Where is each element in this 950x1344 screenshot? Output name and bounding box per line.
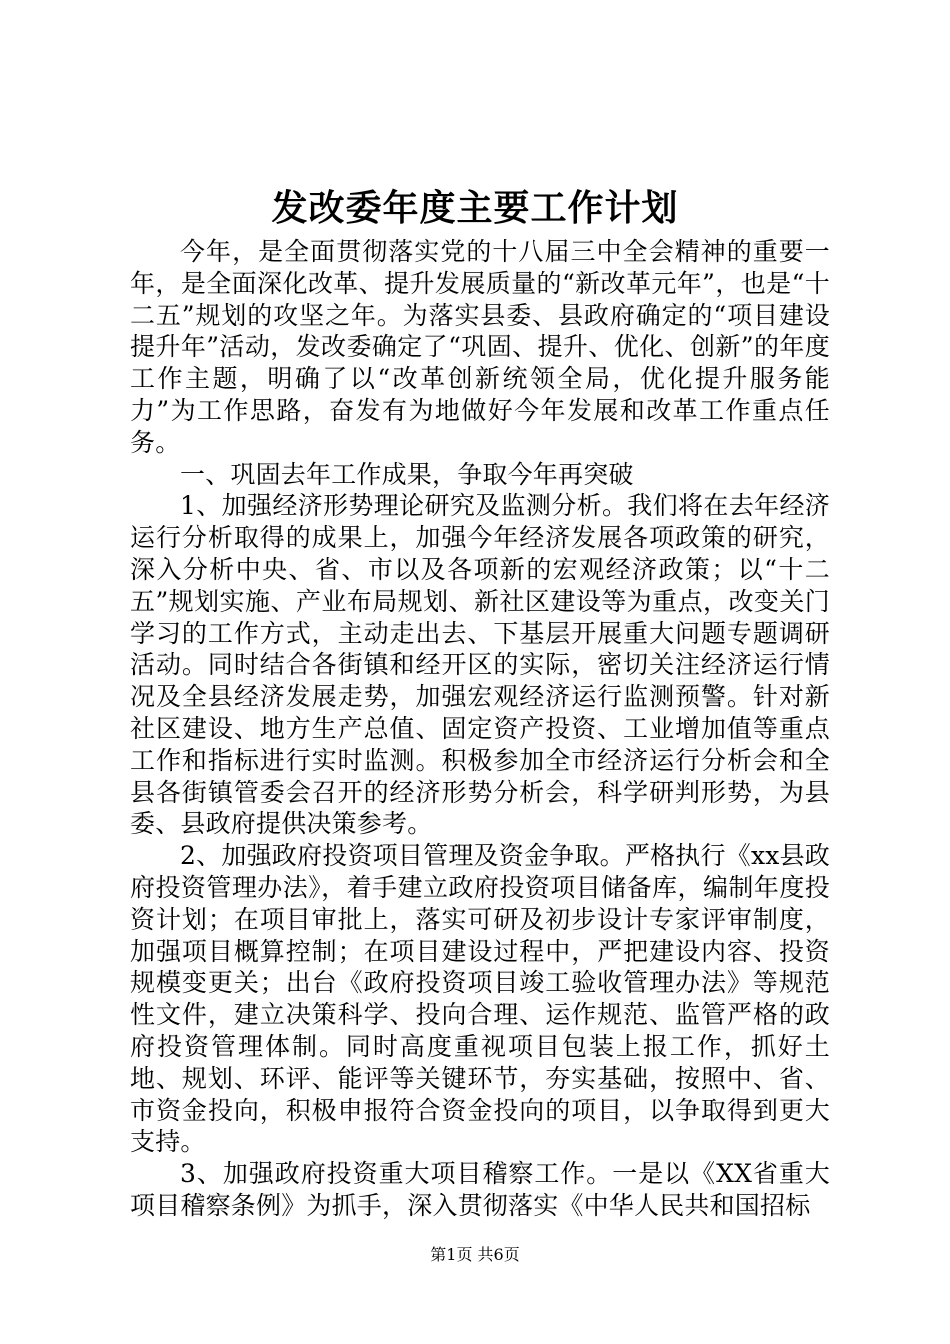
intro-paragraph: 今年，是全面贯彻落实党的十八届三中全会精神的重要一年，是全面深化改革、提升发展质量的“新改革元年”，也是“十二五”规划的攻坚之年。为落实县委、县政府确定的“项目建设提升年”活动，发改委确定了“巩固、提升、优化、创新”的年度工作主题，明确了以“改革创新统领全局，优化提升服务能力”为工作思路，奋发有为地做好今年发展和改革工作重点任务。 — [130, 237, 830, 457]
section-heading: 一、巩固去年工作成果，争取今年再突破 — [180, 459, 634, 489]
item-1-paragraph: 1、加强经济形势理论研究及监测分析。我们将在去年经济运行分析取得的成果上，加强今年经济发展各项政策的研究，深入分析中央、省、市以及各项新的宏观经济政策；以“十二五”规划实施、产业布局规划、新社区建设等为重点，改变关门学习的工作方式，主动走出去、下基层开展重大问题专题调研活动。同时结合各街镇和经开区的实际，密切关注经济运行情况及全县经济发展走势，加强宏观经济运行监测预警。针对新社区建设、地方生产总值、固定资产投资、工业增加值等重点工作和指标进行实时监测。积极参加全市经济运行分析会和全县各街镇管委会召开的经济形势分析会，科学研判形势，为县委、县政府提供决策参考。 — [130, 491, 830, 839]
document-body — [130, 236, 830, 1222]
item-2-paragraph: 2、加强政府投资项目管理及资金争取。严格执行《xx县政府投资管理办法》，着手建立政府投资项目储备库，编制年度投资计划；在项目审批上，落实可研及初步设计专家评审制度，加强项目概算控制；在项目建设过程中，严把建设内容、投资规模变更关；出台《政府投资项目竣工验收管理办法》等规范性文件，建立决策科学、投向合理、运作规范、监管严格的政府投资管理体制。同时高度重视项目包装上报工作，抓好土地、规划、环评、能评等关键环节，夯实基础，按照中、省、市资金投向，积极申报符合资金投向的项目，以争取得到更大支持。 — [130, 841, 830, 1157]
document-title: 发改委年度主要工作计划 — [271, 187, 679, 229]
page-footer: 第1页 共6页 — [430, 1245, 520, 1264]
item-3-paragraph: 3、加强政府投资重大项目稽察工作。一是以《XX省重大项目稽察条例》为抓手，深入贯彻落实《中华人民共和国招标 — [130, 1159, 830, 1220]
